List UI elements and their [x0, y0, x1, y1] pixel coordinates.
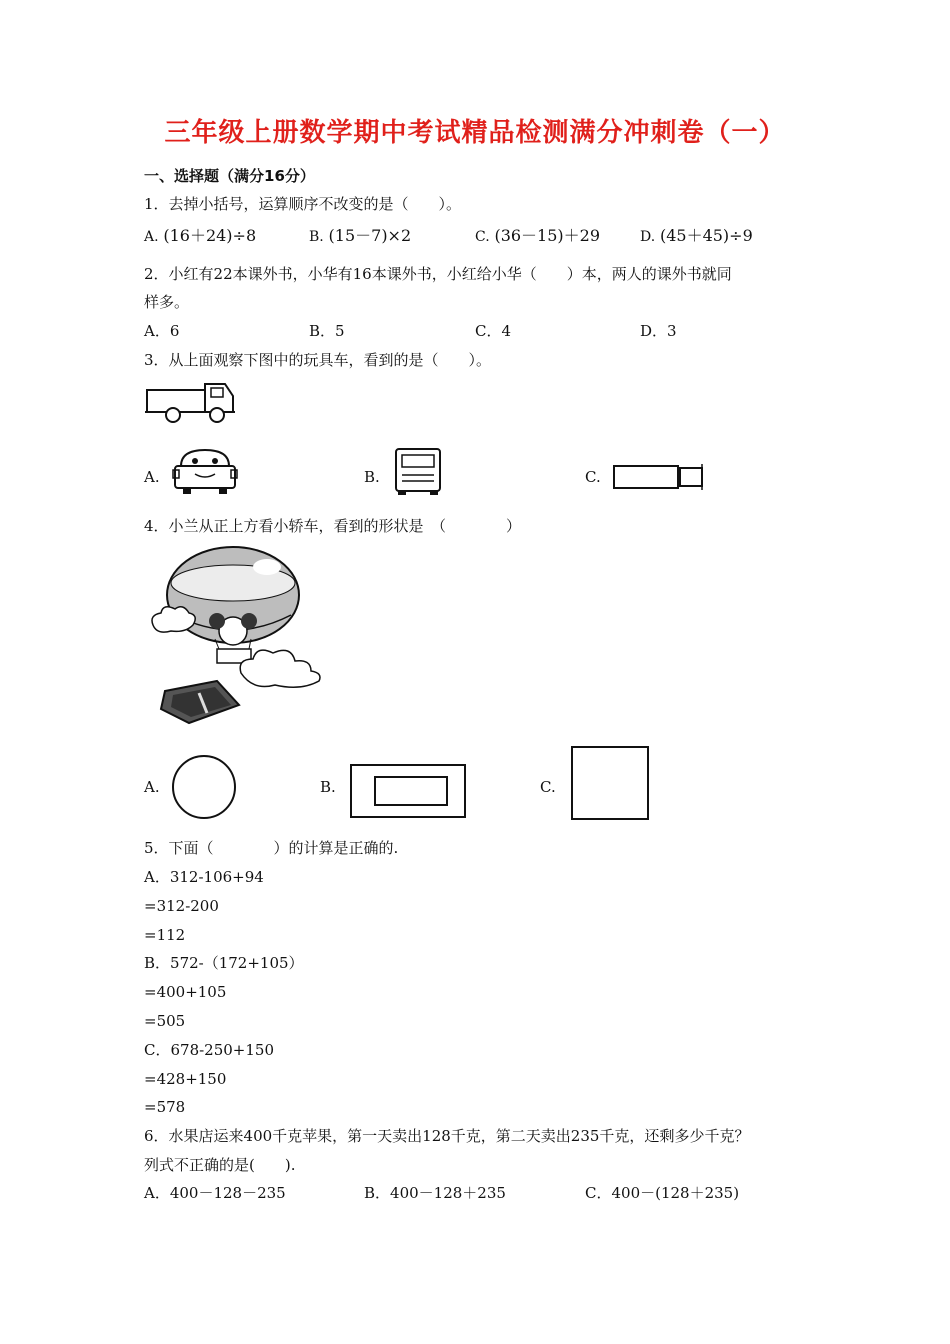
- q5-line: =112: [144, 926, 186, 944]
- q2-option-b: B．5: [309, 322, 345, 340]
- q5-line: =400+105: [144, 983, 227, 1001]
- q1-text: 1．去掉小括号，运算顺序不改变的是（ ）。: [144, 195, 462, 213]
- q5-line: C．678-250+150: [144, 1041, 275, 1059]
- q1-option-a: A. (16＋24)÷8: [144, 226, 257, 245]
- q2-text-line2: 样多。: [144, 293, 190, 311]
- truck-front-view-icon: [171, 446, 239, 496]
- q2-option-c: C．4: [475, 322, 512, 340]
- q5-line: =505: [144, 1012, 186, 1030]
- q6-option-a: A．400－128－235: [144, 1184, 286, 1202]
- q1-option-d: D. (45＋45)÷9: [640, 226, 753, 245]
- q1-option-b: B. (15－7)×2: [309, 226, 412, 245]
- q5-line: B．572-（172+105）: [144, 954, 304, 972]
- q3-option-b-label: B.: [364, 468, 380, 486]
- q2-option-a: A．6: [144, 322, 180, 340]
- q4-text: 4．小兰从正上方看小轿车，看到的形状是 （ ）: [144, 517, 522, 535]
- square-shape-icon: [570, 745, 652, 823]
- q4-option-c-label: C.: [540, 778, 556, 796]
- q4-option-b-label: B.: [320, 778, 336, 796]
- q2-text-line1: 2．小红有22本课外书，小华有16本课外书，小红给小华（ ）本，两人的课外书就同: [144, 265, 732, 283]
- q3-text: 3．从上面观察下图中的玩具车，看到的是（ ）。: [144, 351, 492, 369]
- q6-text-line1: 6．水果店运来400千克苹果，第一天卖出128千克，第二天卖出235千克，还剩多少千克？: [144, 1127, 750, 1145]
- section-heading: 一、选择题（满分16分）: [144, 167, 315, 185]
- q6-option-c: C．400－(128＋235): [585, 1184, 740, 1202]
- q5-line: =578: [144, 1098, 186, 1116]
- truck-top-view-icon: [612, 462, 707, 492]
- nested-rectangles-icon: [349, 763, 469, 821]
- q5-line: =312-200: [144, 897, 219, 915]
- q1-option-c: C. (36－15)＋29: [475, 226, 601, 245]
- truck-front-grille-icon: [392, 447, 444, 495]
- q3-option-c-label: C.: [585, 468, 601, 486]
- hot-air-balloon-illustration: [145, 545, 335, 735]
- q5-line: =428+150: [144, 1070, 227, 1088]
- q6-text-line2: 列式不正确的是( ).: [144, 1156, 296, 1174]
- q5-text: 5．下面（ ）的计算是正确的.: [144, 839, 399, 857]
- q5-line: A．312-106+94: [144, 868, 264, 886]
- toy-truck-side-view: [145, 382, 237, 426]
- circle-shape-icon: [171, 754, 239, 822]
- q4-option-a-label: A.: [144, 778, 160, 796]
- page-title: 三年级上册数学期中考试精品检测满分冲刺卷（一）: [164, 118, 786, 148]
- q6-option-b: B．400－128＋235: [364, 1184, 506, 1202]
- q2-option-d: D．3: [640, 322, 677, 340]
- q3-option-a-label: A.: [144, 468, 160, 486]
